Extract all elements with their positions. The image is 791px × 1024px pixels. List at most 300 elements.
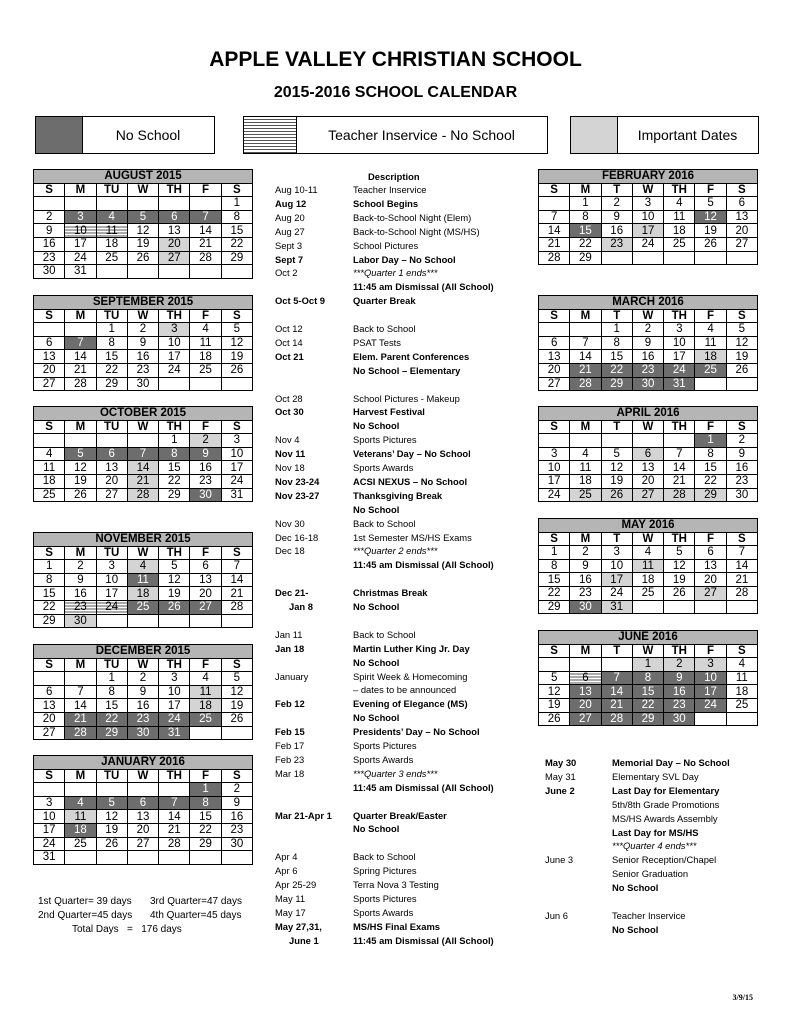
day-cell: 18 (190, 350, 221, 364)
day-cell: 20 (34, 363, 65, 377)
event-description: Senior Graduation (612, 868, 689, 880)
day-cell (664, 600, 695, 614)
day-cell: 3 (664, 323, 695, 337)
day-cell: 21 (570, 363, 601, 377)
day-cell: 31 (65, 265, 96, 279)
day-cell: 3 (159, 323, 190, 337)
day-cell (190, 197, 221, 211)
day-cell: 7 (65, 336, 96, 350)
event-date: Sept 7 (275, 253, 304, 265)
day-cell: 27 (34, 726, 65, 740)
event-description: Evening of Elegance (MS) (353, 698, 468, 710)
legend-no-school (35, 116, 215, 154)
week-row (34, 726, 253, 740)
event-description: Veterans’ Day – No School (353, 448, 471, 460)
event-description: School Pictures (353, 239, 419, 251)
event-date: Feb 17 (275, 740, 305, 751)
day-cell: 12 (221, 336, 252, 350)
weekday-header: S (726, 183, 757, 197)
event-date: Jan 18 (275, 642, 305, 654)
day-cell: 18 (664, 224, 695, 238)
day-cell: 12 (601, 461, 632, 475)
page-title: APPLE VALLEY CHRISTIAN SCHOOL (209, 48, 582, 71)
event-description: Thanksgiving Break (353, 489, 443, 501)
weekday-header: S (726, 532, 757, 546)
day-cell (190, 614, 221, 628)
day-cell: 30 (34, 265, 65, 279)
day-cell (695, 251, 726, 265)
weekday-header: F (190, 183, 221, 197)
day-cell: 23 (726, 474, 757, 488)
day-cell: 10 (65, 224, 96, 238)
weekday-header: W (632, 644, 663, 658)
day-cell: 16 (632, 350, 663, 364)
month-title: MARCH 2016 (539, 296, 758, 310)
weekday-header: W (632, 309, 663, 323)
weekday-header: TH (664, 644, 695, 658)
event-date: Nov 23-27 (275, 489, 320, 501)
weekday-header: M (65, 658, 96, 672)
day-cell: 1 (601, 323, 632, 337)
day-cell: 5 (726, 323, 757, 337)
day-cell (190, 265, 221, 279)
weekday-header: S (34, 769, 65, 783)
week-row (539, 350, 758, 364)
day-cell: 23 (664, 698, 695, 712)
weekday-header: F (190, 420, 221, 434)
day-cell: 26 (96, 837, 127, 851)
day-cell: 8 (159, 447, 190, 461)
day-cell: 19 (159, 587, 190, 601)
week-row (34, 672, 253, 686)
weekday-header: S (34, 309, 65, 323)
day-cell: 6 (632, 447, 663, 461)
day-cell: 12 (159, 573, 190, 587)
event-description: No School – Elementary (353, 364, 461, 376)
day-cell: 22 (34, 600, 65, 614)
day-cell: 23 (65, 600, 96, 614)
weekday-header: T (601, 420, 632, 434)
weekday-header: S (34, 546, 65, 560)
weekday-header: TH (159, 420, 190, 434)
day-cell: 24 (539, 488, 570, 502)
day-cell (664, 251, 695, 265)
day-cell: 17 (664, 350, 695, 364)
day-cell: 28 (664, 488, 695, 502)
week-row (539, 712, 758, 726)
day-cell: 31 (221, 488, 252, 502)
event-description: Last Day for MS/HS (612, 826, 699, 838)
day-cell: 6 (539, 336, 570, 350)
event-description: Quarter Break/Easter (353, 809, 447, 821)
day-cell: 18 (34, 474, 65, 488)
day-cell: 1 (34, 560, 65, 574)
weekday-header: M (570, 183, 601, 197)
weekday-header: S (726, 644, 757, 658)
week-row (34, 224, 253, 238)
day-cell: 21 (65, 363, 96, 377)
day-cell: 2 (726, 434, 757, 448)
event-description: 11:45 am Dismissal (All School) (353, 781, 494, 793)
legend-label: No School (115, 127, 181, 143)
month-title: APRIL 2016 (539, 407, 758, 421)
day-cell: 24 (65, 251, 96, 265)
day-cell: 7 (726, 546, 757, 560)
day-cell: 9 (726, 447, 757, 461)
weekday-header: TH (664, 183, 695, 197)
month-calendar-may (538, 518, 758, 614)
page-subtitle: 2015-2016 SCHOOL CALENDAR (273, 84, 518, 101)
event-description: Presidents’ Day – No School (353, 726, 480, 738)
day-cell (570, 658, 601, 672)
day-cell: 28 (570, 377, 601, 391)
day-cell: 18 (726, 685, 757, 699)
event-date: Oct 12 (275, 323, 303, 334)
day-cell: 7 (664, 447, 695, 461)
day-cell: 24 (96, 600, 127, 614)
weekday-header: S (221, 420, 252, 434)
day-cell (96, 265, 127, 279)
day-cell: 15 (96, 350, 127, 364)
day-cell (664, 434, 695, 448)
weekday-header: TU (96, 309, 127, 323)
day-cell: 19 (664, 573, 695, 587)
weekday-header: S (221, 309, 252, 323)
day-cell (190, 726, 221, 740)
day-cell: 11 (632, 559, 663, 573)
event-description: 1st Semester MS/HS Exams (353, 531, 472, 543)
day-cell: 8 (221, 210, 252, 224)
week-row (34, 837, 253, 851)
month-calendar-oct (33, 406, 253, 502)
week-row (539, 658, 758, 672)
day-cell: 15 (601, 350, 632, 364)
day-cell: 4 (695, 323, 726, 337)
event-description: Back-to-School Night (Elem) (353, 211, 472, 223)
weekday-header: W (127, 658, 158, 672)
day-cell (570, 434, 601, 448)
event-description: ***Quarter 4 ends*** (612, 840, 697, 852)
week-row (539, 251, 758, 265)
day-cell (159, 197, 190, 211)
week-row (539, 685, 758, 699)
day-cell: 5 (221, 672, 252, 686)
day-cell: 23 (570, 586, 601, 600)
event-description: ***Quarter 3 ends*** (353, 767, 438, 779)
month-calendar-mar (538, 295, 758, 391)
day-cell: 29 (695, 488, 726, 502)
weekday-header: S (539, 644, 570, 658)
day-cell: 26 (695, 237, 726, 251)
day-cell: 22 (695, 474, 726, 488)
day-cell: 29 (221, 251, 252, 265)
event-description: Sports Pictures (353, 434, 417, 446)
day-cell: 30 (726, 488, 757, 502)
day-cell: 28 (65, 726, 96, 740)
event-date: May 30 (545, 757, 577, 768)
day-cell (539, 434, 570, 448)
event-date: May 31 (545, 770, 576, 782)
month-title: NOVEMBER 2015 (34, 533, 253, 547)
day-cell: 10 (96, 573, 127, 587)
day-cell: 23 (221, 823, 252, 837)
day-cell: 29 (34, 614, 65, 628)
event-description: No School (353, 503, 400, 515)
day-cell: 9 (664, 671, 695, 685)
event-date: Jan 8 (289, 601, 313, 612)
week-row (539, 447, 758, 461)
day-cell: 8 (632, 671, 663, 685)
day-cell: 19 (65, 474, 96, 488)
day-cell: 12 (539, 685, 570, 699)
day-cell: 21 (726, 573, 757, 587)
month-title: JANUARY 2016 (34, 756, 253, 770)
day-cell: 19 (539, 698, 570, 712)
day-cell: 22 (539, 586, 570, 600)
event-date: May 11 (275, 892, 306, 904)
day-cell: 28 (65, 377, 96, 391)
day-cell: 17 (159, 350, 190, 364)
day-cell: 31 (159, 726, 190, 740)
day-cell: 16 (127, 699, 158, 713)
day-cell: 26 (726, 363, 757, 377)
month-title: SEPTEMBER 2015 (34, 296, 253, 310)
day-cell: 22 (221, 237, 252, 251)
weekday-header: S (34, 183, 65, 197)
weekday-header: T (601, 183, 632, 197)
day-cell: 21 (539, 237, 570, 251)
event-description: Sports Awards (353, 462, 414, 473)
month-calendar-apr (538, 406, 758, 502)
day-cell (726, 377, 757, 391)
event-date: Nov 30 (275, 517, 305, 529)
weekday-header: F (695, 644, 726, 658)
week-row (539, 363, 758, 377)
weekday-header: W (127, 769, 158, 783)
day-cell (695, 377, 726, 391)
day-cell: 5 (601, 447, 632, 461)
week-row (34, 350, 253, 364)
day-cell: 12 (664, 559, 695, 573)
weekday-header: TU (96, 420, 127, 434)
weekday-header: W (127, 420, 158, 434)
day-cell (221, 726, 252, 740)
day-cell: 12 (695, 210, 726, 224)
day-cell: 28 (601, 712, 632, 726)
description-header: Description (368, 171, 420, 182)
event-date: Feb 15 (275, 726, 305, 738)
weekday-header: W (632, 183, 663, 197)
day-cell: 11 (570, 461, 601, 475)
week-row (539, 224, 758, 238)
day-cell: 18 (65, 823, 96, 837)
day-cell: 16 (65, 587, 96, 601)
week-row (539, 197, 758, 211)
event-description: Christmas Break (353, 587, 428, 599)
event-date: Oct 5-Oct 9 (275, 295, 326, 307)
day-cell: 13 (632, 461, 663, 475)
day-cell: 13 (190, 573, 221, 587)
day-cell: 19 (601, 474, 632, 488)
day-cell: 16 (190, 461, 221, 475)
event-description: Spirit Week & Homecoming (353, 670, 468, 682)
day-cell: 30 (570, 600, 601, 614)
day-cell: 16 (570, 573, 601, 587)
day-cell: 5 (221, 323, 252, 337)
day-cell: 17 (34, 823, 65, 837)
day-cell (159, 783, 190, 797)
day-cell: 20 (632, 474, 663, 488)
weekday-header: M (570, 532, 601, 546)
day-cell (632, 434, 663, 448)
event-date: June 1 (289, 934, 319, 946)
week-row (34, 614, 253, 628)
weekday-header: F (695, 309, 726, 323)
day-cell: 28 (159, 837, 190, 851)
weekday-header: S (34, 420, 65, 434)
day-cell: 15 (190, 810, 221, 824)
week-row (34, 363, 253, 377)
day-cell: 27 (539, 377, 570, 391)
day-cell (601, 434, 632, 448)
day-cell: 7 (539, 210, 570, 224)
day-cell: 10 (632, 210, 663, 224)
day-cell: 19 (127, 237, 158, 251)
day-cell: 14 (726, 559, 757, 573)
day-cell: 4 (127, 560, 158, 574)
day-cell: 12 (65, 461, 96, 475)
day-cell (221, 851, 252, 865)
day-cell: 6 (34, 685, 65, 699)
weekday-header: T (601, 644, 632, 658)
day-cell: 4 (65, 796, 96, 810)
day-cell: 10 (159, 336, 190, 350)
weekday-header: TU (96, 658, 127, 672)
day-cell: 7 (65, 685, 96, 699)
day-cell: 25 (96, 251, 127, 265)
day-cell: 18 (127, 587, 158, 601)
day-cell: 14 (65, 699, 96, 713)
day-cell: 18 (632, 573, 663, 587)
day-cell: 20 (159, 237, 190, 251)
day-cell: 25 (695, 363, 726, 377)
day-cell: 16 (221, 810, 252, 824)
day-cell: 2 (34, 210, 65, 224)
event-date: June 3 (545, 854, 574, 866)
weekday-header: M (570, 420, 601, 434)
legend-label: Teacher Inservice - No School (328, 127, 515, 143)
day-cell (601, 251, 632, 265)
weekday-header: TH (159, 309, 190, 323)
event-date: Oct 2 (275, 267, 298, 279)
day-cell (65, 851, 96, 865)
month-calendar-dec (33, 644, 253, 740)
day-cell: 25 (664, 237, 695, 251)
day-cell: 19 (221, 699, 252, 713)
weekday-header: W (632, 420, 663, 434)
week-row (34, 488, 253, 502)
event-description: – dates to be announced (353, 684, 457, 696)
day-cell: 10 (664, 336, 695, 350)
day-cell: 21 (159, 823, 190, 837)
weekday-header: M (570, 644, 601, 658)
event-description: ***Quarter 1 ends*** (353, 267, 438, 279)
week-row (34, 796, 253, 810)
day-cell: 30 (65, 614, 96, 628)
day-cell: 23 (34, 251, 65, 265)
weekday-header: T (601, 309, 632, 323)
weekday-header: T (601, 532, 632, 546)
revision-date: 3/9/15 (732, 993, 753, 1002)
weekday-header: S (726, 309, 757, 323)
day-cell: 10 (34, 810, 65, 824)
day-cell: 4 (570, 447, 601, 461)
day-cell: 21 (221, 587, 252, 601)
day-cell: 22 (96, 712, 127, 726)
event-description: Back-to-School Night (MS/HS) (353, 225, 480, 237)
no-school-swatch (36, 117, 83, 153)
day-cell: 3 (65, 210, 96, 224)
day-cell: 16 (127, 350, 158, 364)
event-date: Nov 11 (275, 448, 306, 460)
weekday-header: S (539, 532, 570, 546)
event-date: January (275, 670, 309, 682)
weekday-header: TH (159, 769, 190, 783)
event-date: Nov 23-24 (275, 475, 320, 487)
day-cell: 8 (570, 210, 601, 224)
day-cell: 28 (127, 488, 158, 502)
day-cell: 11 (34, 461, 65, 475)
day-cell: 1 (96, 323, 127, 337)
event-description: Sports Pictures (353, 740, 417, 751)
day-cell: 26 (65, 488, 96, 502)
day-cell: 25 (127, 600, 158, 614)
week-row (34, 573, 253, 587)
day-cell (221, 265, 252, 279)
week-row (34, 447, 253, 461)
day-cell: 7 (159, 796, 190, 810)
day-cell: 8 (96, 685, 127, 699)
day-cell: 11 (127, 573, 158, 587)
event-date: Jan 11 (275, 628, 303, 640)
day-cell: 26 (539, 712, 570, 726)
event-description: Teacher Inservice (353, 184, 427, 195)
day-cell: 27 (632, 488, 663, 502)
week-row (539, 698, 758, 712)
day-cell: 23 (190, 474, 221, 488)
event-date: Jun 6 (545, 909, 568, 921)
day-cell: 9 (127, 685, 158, 699)
event-description: 11:45 am Dismissal (All School) (353, 559, 494, 571)
weekday-header: TU (96, 769, 127, 783)
day-cell: 15 (221, 224, 252, 238)
day-cell (96, 434, 127, 448)
day-cell: 24 (695, 698, 726, 712)
event-description: 11:45 am Dismissal (All School) (353, 281, 494, 293)
event-description: No School (353, 656, 400, 668)
event-date: Dec 21- (275, 587, 309, 599)
event-description: 11:45 am Dismissal (All School) (353, 934, 494, 946)
day-cell (65, 323, 96, 337)
day-cell (632, 600, 663, 614)
day-cell (34, 323, 65, 337)
day-cell: 2 (127, 672, 158, 686)
weekday-header: TH (664, 309, 695, 323)
week-row (34, 251, 253, 265)
day-cell: 9 (127, 336, 158, 350)
day-cell: 7 (601, 671, 632, 685)
week-row (34, 265, 253, 279)
